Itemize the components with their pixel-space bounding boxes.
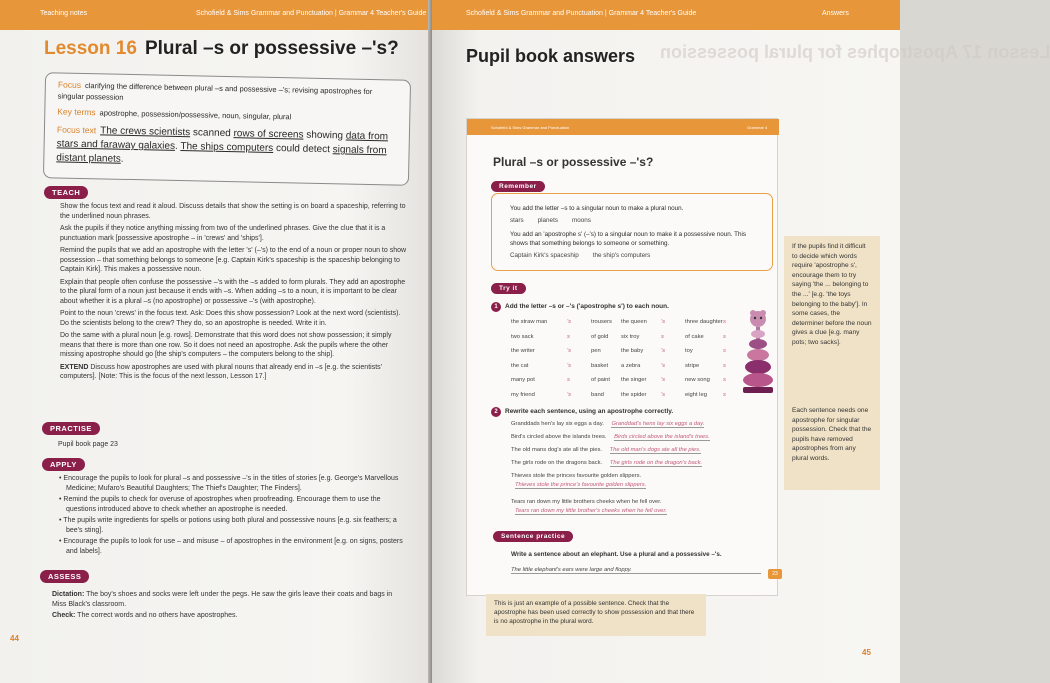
- assess-section: [52, 590, 406, 621]
- answer-suffix: 's: [661, 319, 666, 325]
- passage-phrase: signals from distant planets: [56, 144, 387, 165]
- corrected-sentence: The old man's dogs ate all the pies.: [609, 447, 701, 453]
- passage-text: .: [120, 153, 124, 165]
- q2-sentence: [511, 447, 701, 453]
- apply-item-text: Encourage the pupils to look for use – and misuse – of apostrophes in the environment [e.g. on signs, posters and labels].: [63, 538, 403, 555]
- answer-suffix: 's: [567, 319, 572, 325]
- focus-text: clarifying the difference between plural –s and possessive –'s; revising apostrophes for singular possession: [57, 81, 373, 102]
- show-through-text: Lesson 17 Apostrophes for plural possession: [660, 42, 1050, 62]
- answers-title: Pupil book answers: [466, 46, 636, 66]
- check-text: The correct words and no others have apostrophes.: [77, 612, 238, 619]
- noun-phrase: the cat: [511, 362, 529, 369]
- header-series-label: Schofield & Sims Grammar and Punctuation | Grammar 4 Teacher's Guide: [466, 10, 697, 17]
- try-it-pill: Try it: [491, 283, 526, 294]
- question-2: [491, 407, 673, 417]
- lesson-heading: Plural –s or possessive –'s?: [144, 38, 399, 59]
- focus-passage: [56, 122, 397, 172]
- noun-phrase: new song: [685, 377, 710, 383]
- answer-suffix: s: [567, 377, 570, 383]
- corrected-sentence: Birds circled above the island's trees.: [614, 434, 710, 440]
- q2-sentence: [511, 460, 702, 466]
- apply-item: • The pupils write ingredients for spells or potions using both plural and possessive nouns [e.g. six feathers; a bee's sting].: [59, 517, 397, 534]
- extend-text: Discuss how apostrophes are used with plural nouns that already end in –s [e.g. the scientists' computers]. [Note: This is the focus of the next lesson, Lesson 17.]: [60, 363, 382, 380]
- noun-phrase: band: [591, 391, 604, 398]
- remember-examples-2: [510, 251, 762, 260]
- teach-section: [60, 202, 410, 382]
- teacher-note-sentence: This is just an example of a possible sentence. Check that the apostrophe has been used correctly to show possession and that there is no apostrophe in the plural word.: [486, 594, 706, 636]
- dictation-text: The boy's shoes and socks were left under the pegs. He saw the girls leave their coats and bags in Miss Black's classroom.: [52, 591, 393, 608]
- teacher-note-try-it: If the pupils find it difficult to decide which words require 'apostrophe s', encourage them to try saying 'the ... belonging to the ...' [e.g. 'the toys belonging to the baby']. In some cases, the determiner before the noun gives a clue [e.g. many pots; two sacks].: [784, 236, 880, 400]
- noun-phrase: three daughter: [685, 319, 723, 325]
- noun-phrase: of cake: [685, 333, 704, 340]
- teach-paragraph: Explain that people often confuse the possessive –'s with the –s added to form plurals. They add an apostrophe to the plural form of a noun just because it ends with –s. When adding –s to a noun, it is important to be clear about whether it is a plural –s (no apostrophe) or possessive –'s (with apostrophe).: [60, 278, 406, 305]
- apply-item-text: The pupils write ingredients for spells or potions using both plural and possessive nouns [e.g. six feathers; a bee's sting].: [63, 517, 397, 534]
- apply-item-text: Remind the pupils to check for overuse of apostrophes when proofreading. Encourage them to use the questions introduced above to check whether an apostrophe is needed.: [63, 496, 381, 513]
- focus-text-label: Focus text: [56, 124, 97, 136]
- question-1: [491, 302, 669, 312]
- mini-header-level: Grammar 4: [747, 125, 768, 130]
- noun-phrase: eight leg: [685, 391, 707, 398]
- answer-suffix: 's: [661, 391, 666, 398]
- stacking-toy-illustration: [741, 309, 775, 395]
- question-number: 2: [491, 407, 501, 417]
- example-word: stars: [510, 217, 524, 224]
- practise-text: Pupil book page 23: [58, 441, 118, 448]
- example-word: planets: [537, 217, 558, 224]
- mini-title: Plural –s or possessive –'s?: [493, 155, 654, 169]
- teach-paragraph: Remind the pupils that we add an apostrophe with the letter 's' (–'s) to the end of a noun or proper noun to show possession – that something belongs to someone [e.g. Captain Kirk's spaceship is the spaceship belonging to Captain Kirk]. This makes a possessive noun.: [60, 247, 407, 273]
- passage-text: scanned: [190, 127, 234, 140]
- focus-label: Focus: [57, 79, 82, 90]
- answer-suffix: 's: [661, 348, 666, 354]
- question-number: 1: [491, 302, 501, 312]
- q2-sentence: [511, 499, 667, 515]
- remember-rule-1: You add the letter –s to a singular noun to make a plural noun.: [510, 205, 684, 212]
- question-1-text: Add the letter –s or –'s ('apostrophe s') to each noun.: [505, 303, 669, 310]
- noun-phrase: of paint: [591, 377, 611, 383]
- answer-suffix: 's: [661, 377, 666, 383]
- noun-phrase: six troy: [621, 333, 640, 340]
- passage-phrase: data from stars and faraway galaxies: [56, 130, 389, 152]
- example-word: moons: [571, 217, 591, 224]
- header-series-label: Schofield & Sims Grammar and Punctuation | Grammar 4 Teacher's Guide: [196, 10, 427, 17]
- corrected-sentence: The girls rode on the dragon's back.: [609, 460, 703, 466]
- answer-suffix: s: [723, 348, 726, 354]
- pupil-book-page: [466, 118, 778, 596]
- noun-phrase: trousers: [591, 319, 612, 325]
- example-word: the ship's computers: [592, 252, 651, 259]
- corrected-sentence: Tears ran down my little brother's cheeks when he fell over.: [515, 508, 667, 514]
- apply-item: • Encourage the pupils to look for plural –s and possessive –'s in the titles of stories [e.g. George's Marvellous Medicine; Mufaro's Beautiful Daughters; The Thief's Daughter; The Finders].: [59, 475, 399, 492]
- original-sentence: Thieves stole the princes favourite golden slippers.: [511, 473, 642, 479]
- right-header-bar: [432, 0, 900, 30]
- original-sentence: The old mans dog's ate all the pies.: [511, 447, 603, 453]
- noun-phrase: pen: [591, 348, 601, 354]
- remember-box: [491, 193, 773, 271]
- left-header-bar: [0, 0, 428, 30]
- corrected-sentence: Thieves stole the prince's favourite golden slippers.: [515, 482, 647, 488]
- remember-pill: Remember: [491, 181, 545, 192]
- question-2-text: Rewrite each sentence, using an apostrophe correctly.: [505, 408, 674, 415]
- noun-phrase: two sack: [511, 333, 534, 340]
- sentence-practice-question: Write a sentence about an elephant. Use a plural and a possessive –'s.: [511, 551, 722, 558]
- lesson-number: Lesson 16: [44, 38, 137, 59]
- remember-rule-2: You add an 'apostrophe s' (–'s) to a singular noun to make it a possessive noun. This shows that something belongs to someone or something.: [510, 231, 747, 247]
- passage-text: could detect: [273, 142, 333, 156]
- noun-phrase: my friend: [511, 391, 535, 398]
- mini-header-series: Schofield & Sims Grammar and Punctuation: [491, 125, 570, 130]
- answer-suffix: 's: [567, 362, 572, 369]
- answer-suffix: s: [723, 391, 726, 398]
- noun-phrase: the spider: [621, 391, 647, 398]
- answer-suffix: 's: [661, 362, 666, 369]
- original-sentence: Tears ran down my little brothers cheeks when he fell over.: [511, 499, 662, 505]
- apply-item: • Remind the pupils to check for overuse of apostrophes when proofreading. Encourage them to use the questions introduced above to check whether an apostrophe is needed.: [59, 496, 381, 513]
- passage-text: showing: [303, 129, 346, 142]
- q2-sentence: [511, 434, 710, 440]
- key-terms-text: apostrophe, possession/possessive, noun, singular, plural: [99, 108, 292, 122]
- teacher-note-rewrite: Each sentence needs one apostrophe for singular possession. Check that the pupils have removed apostrophes from any plural words.: [784, 400, 880, 490]
- answer-suffix: s: [567, 333, 570, 340]
- answer-suffix: s: [723, 319, 726, 325]
- pupil-page-number: 23: [768, 569, 782, 579]
- noun-phrase: the writer: [511, 348, 535, 354]
- teach-paragraph: Do the same with a plural noun [e.g. rows]. Demonstrate that this word does not show possession; it simply means that there is more than one row. So it does not need an apostrophe. Ask the pupils where the other missing apostrophe should go [the ship's computers – the computers belong to the ship].: [60, 332, 392, 358]
- apply-list: [58, 474, 408, 556]
- passage-phrase: The crews scientists: [100, 125, 191, 139]
- answer-suffix: s: [661, 333, 664, 340]
- apply-pill: APPLY: [42, 458, 85, 471]
- teach-paragraph: Point to the noun 'crews' in the focus text. Ask: Does this show possession? Look at the next word (scientists). Do the scientists belong to the crew? They do, so an apostrophe is needed. Write it in.: [60, 310, 401, 327]
- original-sentence: The girls rode on the dragons back.: [511, 460, 603, 466]
- header-section-label: Teaching notes: [40, 10, 88, 17]
- passage-phrase: The ships computers: [180, 141, 274, 154]
- sentence-practice-answer: The little elephant's ears were large and floppy.: [511, 567, 761, 574]
- noun-phrase: the singer: [621, 377, 647, 383]
- answer-suffix: s: [723, 362, 726, 369]
- noun-phrase: a zebra: [621, 362, 641, 369]
- answer-suffix: 's: [567, 348, 572, 354]
- sentence-practice-pill: Sentence practice: [493, 531, 573, 542]
- focus-box: [43, 72, 411, 186]
- noun-phrase: of gold: [591, 333, 609, 340]
- assess-pill: ASSESS: [40, 570, 89, 583]
- answer-suffix: s: [723, 377, 726, 383]
- apply-item-text: Encourage the pupils to look for plural –s and possessive –'s in the titles of stories [e.g. George's Marvellous Medicine; Mufaro's Beautiful Daughters; The Thief's Daughter; The Finders].: [63, 475, 399, 492]
- extend-label: EXTEND: [60, 363, 89, 371]
- noun-phrase: the queen: [621, 319, 647, 325]
- original-sentence: Bird's circled above the islands trees.: [511, 434, 607, 440]
- mini-header-bar: [467, 119, 779, 135]
- example-word: Captain Kirk's spaceship: [510, 252, 579, 259]
- left-page: [0, 0, 432, 683]
- teach-paragraph: Show the focus text and read it aloud. Discuss details that show the setting is on board a spaceship, referring to the underlined noun phrases.: [60, 203, 406, 220]
- passage-phrase: rows of screens: [233, 128, 304, 141]
- q2-sentence: [511, 473, 646, 489]
- answer-suffix: s: [723, 333, 726, 340]
- noun-phrase: the straw man: [511, 319, 548, 325]
- answer-suffix: 's: [567, 391, 572, 398]
- q2-sentence: [511, 421, 704, 427]
- left-page-number: 44: [10, 634, 19, 643]
- key-terms-label: Key terms: [57, 106, 96, 118]
- remember-examples-1: [510, 216, 762, 225]
- passage-text: .: [174, 140, 181, 153]
- practise-pill: PRACTISE: [42, 422, 100, 435]
- teach-pill: TEACH: [44, 186, 88, 199]
- noun-phrase: toy: [685, 348, 693, 354]
- teach-paragraph: Ask the pupils if they notice anything missing from two of the underlined phrases. Give the clue that it is a punctuation mark [possessive apostrophe – in 'crews' and 'ships'].: [60, 225, 386, 242]
- right-page: [432, 0, 1050, 683]
- noun-phrase: the baby: [621, 348, 644, 354]
- noun-phrase: stripe: [685, 362, 700, 369]
- dictation-label: Dictation:: [52, 591, 85, 598]
- noun-phrase: basket: [591, 362, 609, 369]
- noun-phrase: many pot: [511, 377, 535, 383]
- lesson-title: [44, 38, 399, 60]
- header-section-label: Answers: [822, 10, 849, 17]
- original-sentence: Granddads hen's lay six eggs a day.: [511, 421, 604, 427]
- apply-item: • Encourage the pupils to look for use – and misuse – of apostrophes in the environment [e.g. on signs, posters and labels].: [59, 538, 403, 555]
- corrected-sentence: Granddad's hens lay six eggs a day.: [611, 421, 705, 427]
- check-label: Check:: [52, 612, 76, 619]
- right-page-number: 45: [862, 648, 871, 657]
